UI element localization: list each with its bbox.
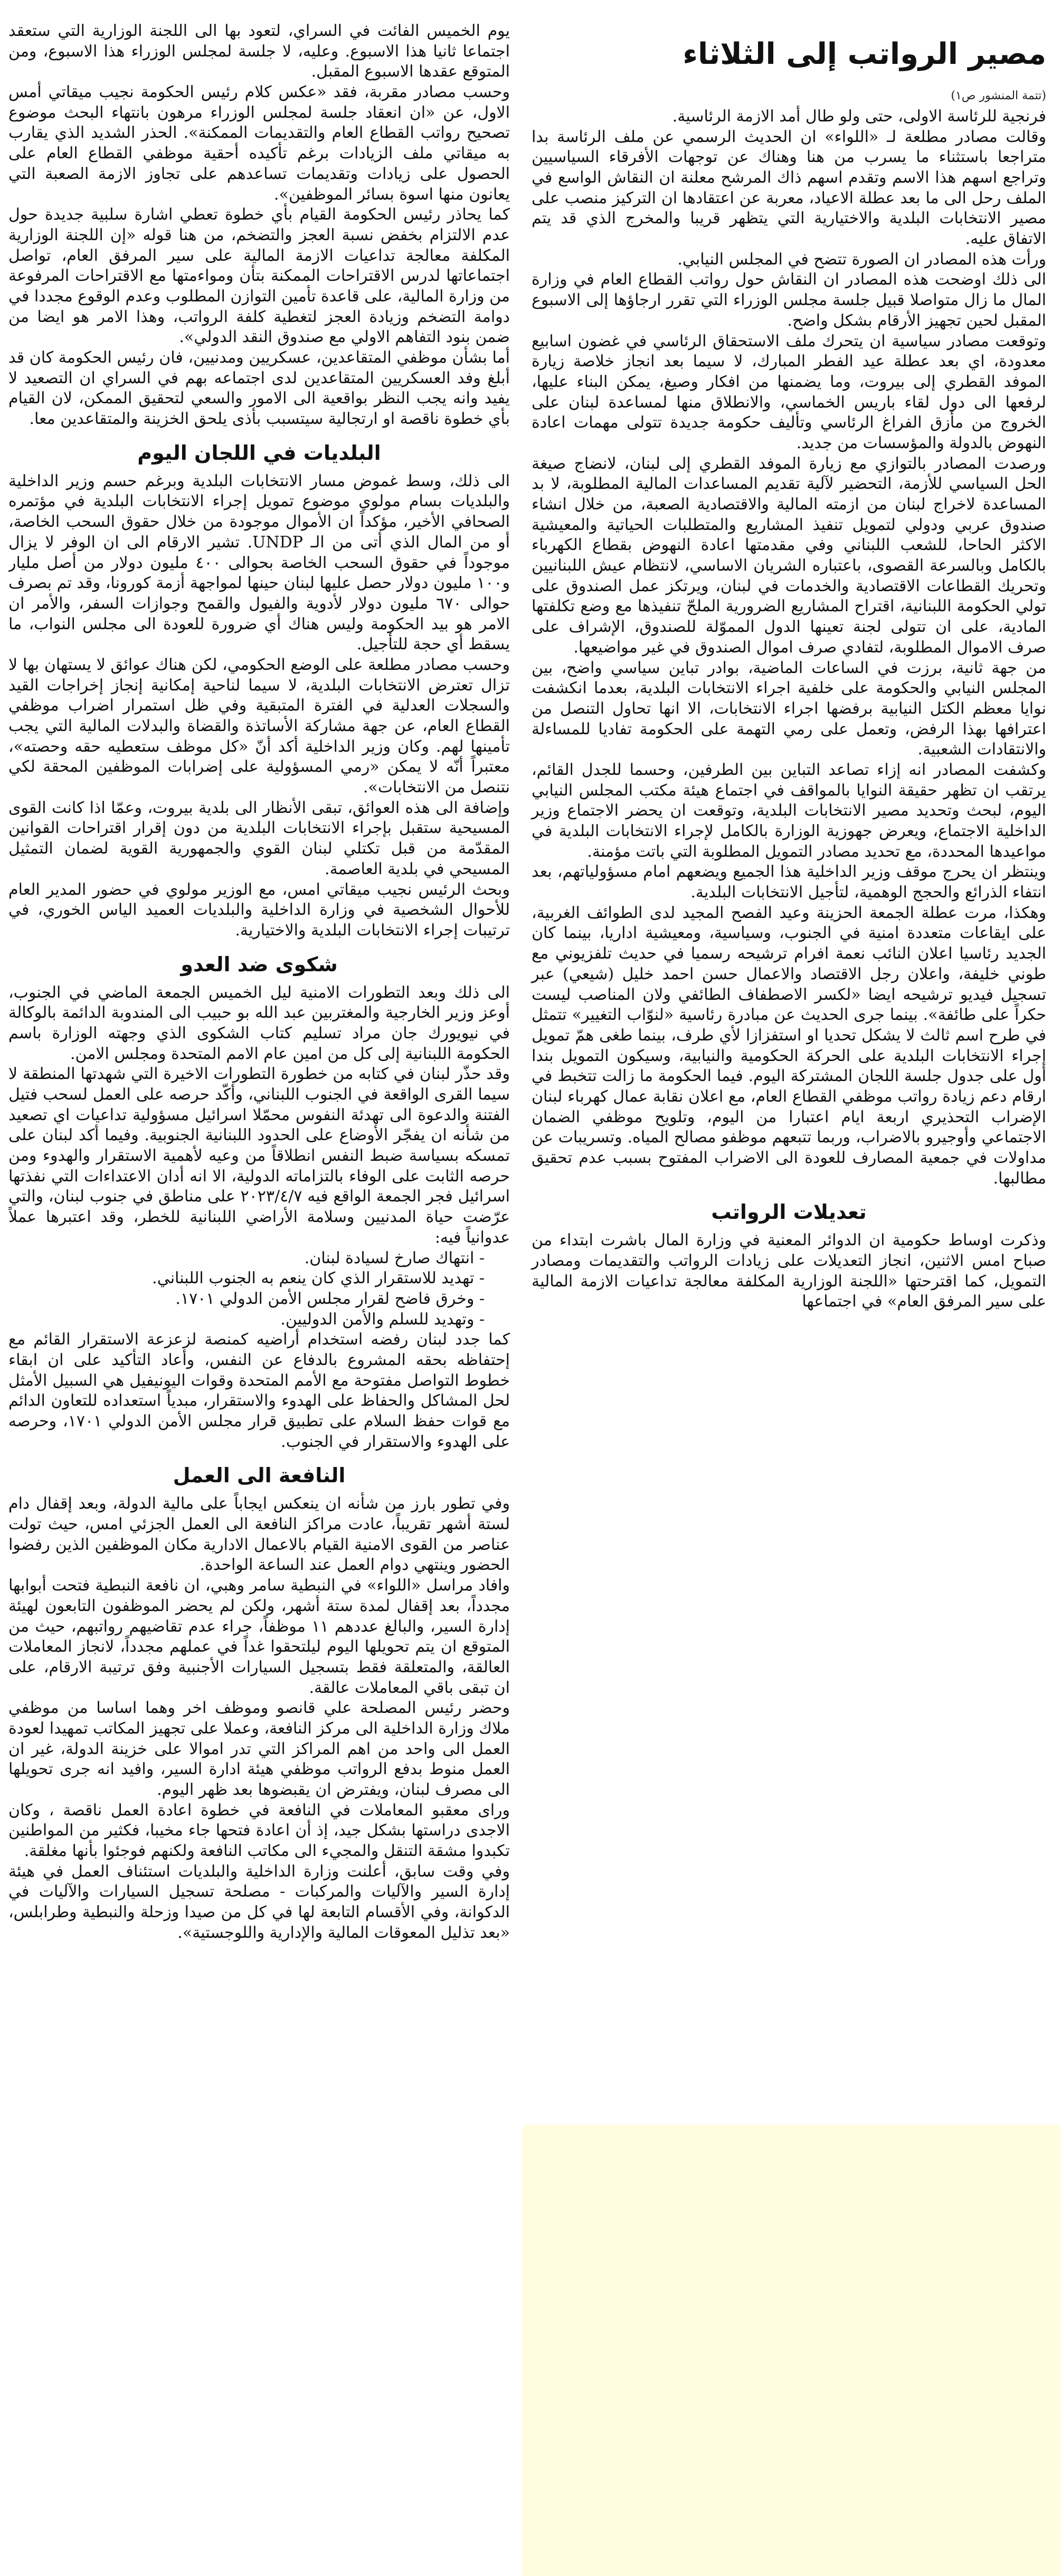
body-paragraph: وقد حذّر لبنان في كتابه من خطورة التطورات الاخيرة التي شهدتها المنطقة لا سيما القرى الواقعة في الجنوب اللبناني، وأكّد حرصه على العمل لسحب فتيل الفتنة والدعوة الى تهدئة النفوس محمّلا اسرائيل مسؤولية تداعيات اي تصعيد من شأنه ان يفجّر الأوضاع على الحدود اللبنانية الجنوبية. وفيما أكد لبنان على تمسكه بسياسة ضبط النفس انطلاقاً من وعيه لأهمية الاستقرار والهدوء ومن حرصه الثابت على الوفاء بالتزاماته الدولية، الا انه أدان الاعتداءات التي نفذتها اسرائيل فجر الجمعة الواقع فيه ٢٠٢٣/٤/٧ على مناطق في جنوب لبنان، والتي عرّضت حياة المدنيين وسلامة الأراضي اللبنانية للخطر، وقد اعتبرها عملاً عدوانياً فيه: xyxy=(8,1065,510,1247)
body-paragraph: وينتظر ان يحرج موقف وزير الداخلية هذا الجميع ويضعهم امام مسؤولياتهم، بعد انتفاء الذرائع والحجج الوهمية، لتأجيل الانتخابات البلدية. xyxy=(532,863,1046,902)
body-paragraph: فرنجية للرئاسة الاولى، حتى ولو طال أمد الازمة الرئاسية. xyxy=(672,107,1046,126)
body-paragraph: وهكذا، مرت عطلة الجمعة الحزينة وعيد الفصح المجيد لدى الطوائف الغربية، على ايقاعات متعددة امنية في الجنوب، وسياسية، ومعيشية اداريا، بينما كان الجديد رئاسيا اعلان النائب نعمة افرام ترشيحه رسميا في حديث تلفزيوني مع طوني خليفة، واعلان رجل الاقتصاد والاعمال حسن احمد خليل (شيعي) عبر تسجيل فيديو ترشيحه ايضا «لكسر الاصطفاف الطائفي ولان المناصب ليست حكراً على طائفة». بينما جرى الحديث عن مبادرة رئاسية «لنوّاب التغيير» تتمثل في طرح اسم ثالث لا يشكل تحديا او استفزازا لأي طرف، بينما طغى همّ تمويل إجراء الانتخابات البلدية على الحركة الحكومية والنيابية، وسيكون التمويل بندا أول على جدول جلسة اللجان المشتركة اليوم. فيما الحكومة ما زالت تتخبط في ارقام دعم زيادة رواتب موظفي القطاع العام، مع اعلان نقابة عمال كهرباء لبنان الإضراب التحذيري اربعة ايام اعتبارا من اليوم، وتلويح موظفي الضمان الاجتماعي وأوجيرو بالاضراب، وربما تتبعهم موظفو مصالح المياه. وتسريبات عن مداولات في جمعية المصارف للعودة الى الاضراب المفتوح بسبب عدم تحقيق مطالبها. xyxy=(532,903,1046,1188)
body-paragraph: وكشفت المصادر انه إزاء تصاعد التباين بين الطرفين، وحسما للجدل القائم، يرتقب ان تظهر حقيقة النوايا بالمواقف في اجتماع هيئة مكتب المجلس النيابي اليوم، لبحث وتحديد مصير الانتخابات البلدية، وتوقعت ان يحضر الاجتماع وزير الداخلية الاجتماع، ويعرض جهوزية الوزارة بالكامل لإجراء الانتخابات البلدية في مواعيدها المحددة، مع تحديد مصادر التمويل المطلوبة التي باتت مؤمنة. xyxy=(532,760,1046,861)
list-item: - تهديد للاستقرار الذي كان ينعم به الجنوب اللبناني. xyxy=(152,1269,485,1288)
advertisement-area xyxy=(523,2125,1061,2576)
body-paragraph: وبحث الرئيس نجيب ميقاتي امس، مع الوزير مولوي في حضور المدير العام للأحوال الشخصية في وزارة الداخلية والبلديات العميد الياس الخوري، في ترتيبات إجراء الانتخابات البلدية والاختيارية. xyxy=(8,880,510,940)
right-body xyxy=(532,107,1046,1189)
body-paragraph: كما جدد لبنان رفضه استخدام أراضيه كمنصة لزعزعة الاستقرار القائم مع إحتفاظه بحقه المشروع بالدفاع عن النفس، وأعاد التأكيد على ان ابقاء خطوط التواصل مفتوحة مع الأمم المتحدة وقوات اليونيفيل هي السبيل الأمثل لحل المشاكل والحفاظ على الهدوء والاستقرار، مبدياً استعداده للتعاون الدائم مع قوات حفظ السلام على تطبيق قرار مجلس الأمن الدولي ١٧٠١، وحرصه على الهدوء والاستقرار في الجنوب. xyxy=(8,1330,510,1451)
list-item: - وخرق فاضح لقرار مجلس الأمن الدولي ١٧٠١. xyxy=(175,1289,485,1308)
body-paragraph: وإضافة الى هذه العوائق، تبقى الأنظار الى بلدية بيروت، وعمّا اذا كانت القوى المسيحية ستقبل بإجراء الانتخابات البلدية من دون إقرار اقتراحات القوانين المقدّمة من قبل تكتلي لبنان القوي والجمهورية القوية لضمان التمثيل المسيحي في بلدية العاصمة. xyxy=(8,798,510,878)
list-item: - انتهاك صارخ لسيادة لبنان. xyxy=(304,1248,485,1267)
body-paragraph: وراى معقبو المعاملات في النافعة في خطوة اعادة العمل ناقصة ، وكان الاجدى دراستها بشكل جيد، إذ أن اعادة فتحها جاء مخيبا، فكثير من المواطنين تكبدوا مشقة التنقل والمجيء الى مكاتب النافعة ولكنهم فوجئوا بأنها مغلقة. xyxy=(8,1801,510,1861)
body-paragraph: كما يحاذر رئيس الحكومة القيام بأي خطوة تعطي اشارة سلبية جديدة حول عدم الالتزام بخفض نسبة العجز والتضخم، من هنا قوله «إن اللجنة الوزارية المكلفة معالجة تداعيات الازمة المالية على سير المرفق العام، تواصل اجتماعاتها لدرس الاقتراحات الممكنة بتأن ومواءمتها مع الاقتراحات المرفوعة من وزارة المالية، على قاعدة تأمين التوازن المطلوب وعدم الوقوع مجددا في دوامة التضخم وزيادة العجز لتغطية كلفة الرواتب، وهذا الامر هو ايضا من ضمن بنود التفاهم الاولي مع صندوق النقد الدولي». xyxy=(8,205,510,347)
right-column xyxy=(532,21,1046,1312)
body-paragraph: وحسب مصادر مطلعة على الوضع الحكومي، لكن هناك عوائق لا يستهان بها لا تزال تعترض الانتخابات البلدية، لا سيما لناحية إمكانية إنجاز إخراجات القيد والسجلات العدلية في الفترة المتبقية وفي ظل استمرار اضراب موظفي القطاع العام، عن جهة مشاركة الأساتذة والقضاة والبدلات المالية التي يجب تأمينها لهم. وكان وزير الداخلية أكد أنّ «كل موظف ستعطيه حقه وحصته»، معتبراً أنّه لا يمكن «رمي المسؤولية على إضرابات الموظفين المحقة لكي نتنصل من الانتخابات». xyxy=(8,655,510,797)
body-paragraph: أما بشأن موظفي المتقاعدين، عسكريين ومدنيين، فان رئيس الحكومة كان قد أبلغ وفد العسكريين المتقاعدين لدى اجتماعه بهم في السراي ان التصعيد لا يفيد وانه يجب النظر بواقعية الى الامور والسعي لتحقيق الممكن، لان القيام بأي خطوة ناقصة او ارتجالية سيتسبب بأذى يلحق الخزينة والمتقاعدين معا. xyxy=(8,348,510,429)
section-heading-nafaa: النافعة الى العمل xyxy=(173,1464,346,1488)
body-paragraph: وقالت مصادر مطلعة لـ «اللواء» ان الحديث الرسمي عن ملف الرئاسة بدا متراجعا باستثناء ما يسرب من هنا وهناك عن توجهات الأفرقاء السياسيين وتراجع اسهم هذا الاسم وتقدم اسهم ذاك المرشح معلنة ان النقاش الواسع في الملف رحل الى ما بعد عطلة الاعياد، معربة عن اعتقادها ان التركيز منصب على مصير الانتخابات البلدية والاختيارية التي يتظهر قريبا والمخرج الذي قد يتم الاتفاق عليه. xyxy=(532,127,1046,249)
violations-list xyxy=(8,1248,485,1330)
body-paragraph: يوم الخميس الفائت في السراي، لتعود بها الى اللجنة الوزارية التي ستعقد اجتماعا ثانيا هذا الاسبوع. وعليه، لا جلسة لمجلس الوزراء هذا الاسبوع، ومن المتوقع عقدها الاسبوع المقبل. xyxy=(8,22,510,81)
body-paragraph: وحضر رئيس المصلحة علي قانصو وموظف اخر وهما اساسا من موظفي ملاك وزارة الداخلية الى مركز النافعة، وعملا على تجهيز المكاتب تمهيدا لعودة العمل الى واحد من اهم المراكز التي تدر اموالا على خزينة الدولة، غير ان العمل منوط بدفع الرواتب موظفي هيئة ادارة السير، وافيد انه جرى تحويلها الى مصرف لبنان، ويفترض ان يقبضوها بعد ظهر اليوم. xyxy=(8,1699,510,1800)
body-paragraph: وفي تطور بارز من شأنه ان ينعكس ايجاباً على مالية الدولة، وبعد إقفال دام لستة أشهر تقريباً، عادت مراكز النافعة الى العمل الجزئي امس، حيث تولت عناصر من القوى الامنية القيام بالاعمال الادارية مكان الموظفين الذين رفضوا الحضور وينتهي دوام العمل عند الساعة الواحدة. xyxy=(8,1494,510,1575)
body-paragraph: وفي وقت سابق، أعلنت وزارة الداخلية والبلديات استئناف العمل في هيئة إدارة السير والآليات والمركبات - مصلحة تسجيل السيارات والآليات في الدكوانة، وفي الأقسام التابعة لها في كل من صيدا وزحلة والنبطية وطرابلس، «بعد تذليل المعوقات المالية والإدارية واللوجستية». xyxy=(8,1862,510,1942)
body-paragraph: وحسب مصادر مقربة، فقد «عكس كلام رئيس الحكومة نجيب ميقاتي أمس الاول، عن «ان انعقاد جلسة لمجلس الوزراء مرهون بانتهاء البحث موضوع تصحيح رواتب القطاع العام والتقديمات الممكنة». الحذر الشديد الذي يقارب به ميقاتي ملف الزيادات برغم تأكيده أحقية موظفي القطاع العام على الحصول على زيادات وتقديمات تساعدهم على تجاوز الازمة الصعبة التي يعانون منها اسوة بسائر الموظفين». xyxy=(8,83,510,204)
section-heading-salaries: تعديلات الرواتب xyxy=(711,1200,867,1224)
body-paragraph: من جهة ثانية، برزت في الساعات الماضية، بوادر تباين سياسي واضح، بين المجلس النيابي والحكومة على خلفية اجراء الانتخابات البلدية، بعدما انكشفت نوايا معظم الكتل النيابية برفضها اجراء الانتخابات، الا انها تحاول التنصل من اعترافها بهذا الرفض، وتعمل على رمي التهمة على الحكومة تفاديا للمساءلة والانتقادات الشعبية. xyxy=(532,658,1046,759)
body-paragraph: ورصدت المصادر بالتوازي مع زيارة الموفد القطري إلى لبنان، لانضاج صيغة الحل السياسي للأزمة، التحضير لآلية تقديم المساعدات المالية المطلوبة، لا بد المساعدة لاخراج لبنان من ازمته المالية والاقتصادية الصعبة، من خلال انشاء صندوق عربي ودولي لتمويل تنفيذ المشاريع والمتطلبات الحياتية والمعيشية الاكثر الحاحا، للشعب اللبناني وفي مقدمتها اعادة النهوض بقطاع الكهرباء بالكامل وبالسرعة القصوى، باعتباره الشريان الاساسي، لانتظام عيش اللبنانيين وتحريك القطاعات الاقتصادية والخدمات في لبنان، ويرتكز عمل الصندوق على تولي الحكومة اللبنانية، اقتراح المشاريع الضرورية الملحّ تنفيذها مع وضع تكلفتها المادية، على ان تتولى لجنة تعينها الدول المموّلة للصندوق، الإشراف على صرف الاموال المطلوبة، لتفادي صرف اموال الصندوق في غير مواضيعها. xyxy=(532,454,1046,657)
article-headline: مصير الرواتب إلى الثلاثاء xyxy=(683,37,1046,71)
body-paragraph: وافاد مراسل «اللواء» في النبطية سامر وهبي، ان نافعة النبطية فتحت أبوابها مجدداً، بعد إقفال لمدة ستة أشهر، ولكن لم يحضر الموظفون التابعون لهيئة إدارة السير، والبالغ عددهم ١١ موظفاً، جراء عدم تقاضيهم رواتبهم، حيث من المتوقع ان يتم تحويلها اليوم ليلتحقوا غداً في عملهم مجدداً، لانجاز المعاملات العالقة، والمتعلقة فقط بتسجيل السيارات الأجنبية وفق ترتيبة الارقام، على ان تبقى باقي المعاملات عالقة. xyxy=(8,1576,510,1697)
body-paragraph: الى ذلك، وسط غموض مسار الانتخابات البلدية وبرغم حسم وزير الداخلية والبلديات بسام مولوي موضوع تمويل إجراء الانتخابات البلدية في مؤتمره الصحافي الأخير، مؤكداً ان الأموال موجودة من خلال حقوق السحب الخاصة، أو من المال الذي أتى من الـ UNDP. تشير الارقام الى ان الوفر لا يزال موجوداً في حقوق السحب الخاصة بحوالى ٤٠٠ مليون دولار من أصل مليار و١٠٠ مليون دولار حصل عليها لبنان حينها لمواجهة أزمة كورونا، وقد تم بصرف حوالى ٦٧٠ مليون دولار لأدوية والفيول والقمح وجوازات السفر، والأمر ان الامر هو بيد الحكومة وليس هناك أي ضرورة للعودة الى مجلس النواب، ما يسقط أي حجة للتأجيل. xyxy=(8,471,510,654)
section-heading-complaint: شكوى ضد العدو xyxy=(181,952,338,976)
list-item: - وتهديد للسلم والأمن الدوليين. xyxy=(280,1310,485,1329)
body-paragraph: وتوقعت مصادر سياسية ان يتحرك ملف الاستحقاق الرئاسي في غضون اسابيع معدودة، اي بعد عطلة عيد الفطر المبارك، لا سيما بعد انجاز خلاصة زيارة الموفد القطري إلى بيروت، وما يضمنها من افكار وصيغ، يمكن البناء عليها، لرفعها الى دول لقاء باريس الخماسي، والانطلاق منها لمساعدة لبنان على الخروج من مأزق الفراغ الرئاسي وتأليف حكومة جديدة تتولى مهمات اعادة النهوض بالدولة والمؤسسات من جديد. xyxy=(532,332,1046,452)
continuation-note: (تتمة المنشور ص١) xyxy=(951,89,1046,102)
left-column xyxy=(8,21,510,2576)
body-paragraph: الى ذلك وبعد التطورات الامنية ليل الخميس الجمعة الماضي في الجنوب، أوعز وزير الخارجية والمغتربين عبد الله بو حبيب الى المندوبة الدائمة بالوكالة في نيويورك جان مراد تسليم كتاب الشكوى الذي وجهته الوزارة باسم الحكومة اللبنانية إلى كل من امين عام الامم المتحدة ومجلس الامن. xyxy=(8,983,510,1063)
body-paragraph: الى ذلك اوضحت هذه المصادر ان النقاش حول رواتب القطاع العام في وزارة المال ما زال متواصلا قبيل جلسة مجلس الوزراء التي تقرر ارجاؤها إلى الاسبوع المقبل لحين تجهيز الأرقام بشكل واضح. xyxy=(532,270,1046,330)
section-heading-municipal: البلديات في اللجان اليوم xyxy=(137,441,381,465)
body-paragraph: ورأت هذه المصادر ان الصورة تتضح في المجلس النيابي. xyxy=(677,250,1046,269)
body-paragraph: وذكرت اوساط حكومية ان الدوائر المعنية في وزارة المال باشرت ابتداء من صباح امس الاثنين، انجاز التعديلات على زيادات الرواتب والتقديمات ومصادر التمويل، كما اقترحتها «اللجنة الوزارية المكلفة معالجة تداعيات الازمة المالية على سير المرفق العام» في اجتماعها xyxy=(532,1231,1046,1311)
